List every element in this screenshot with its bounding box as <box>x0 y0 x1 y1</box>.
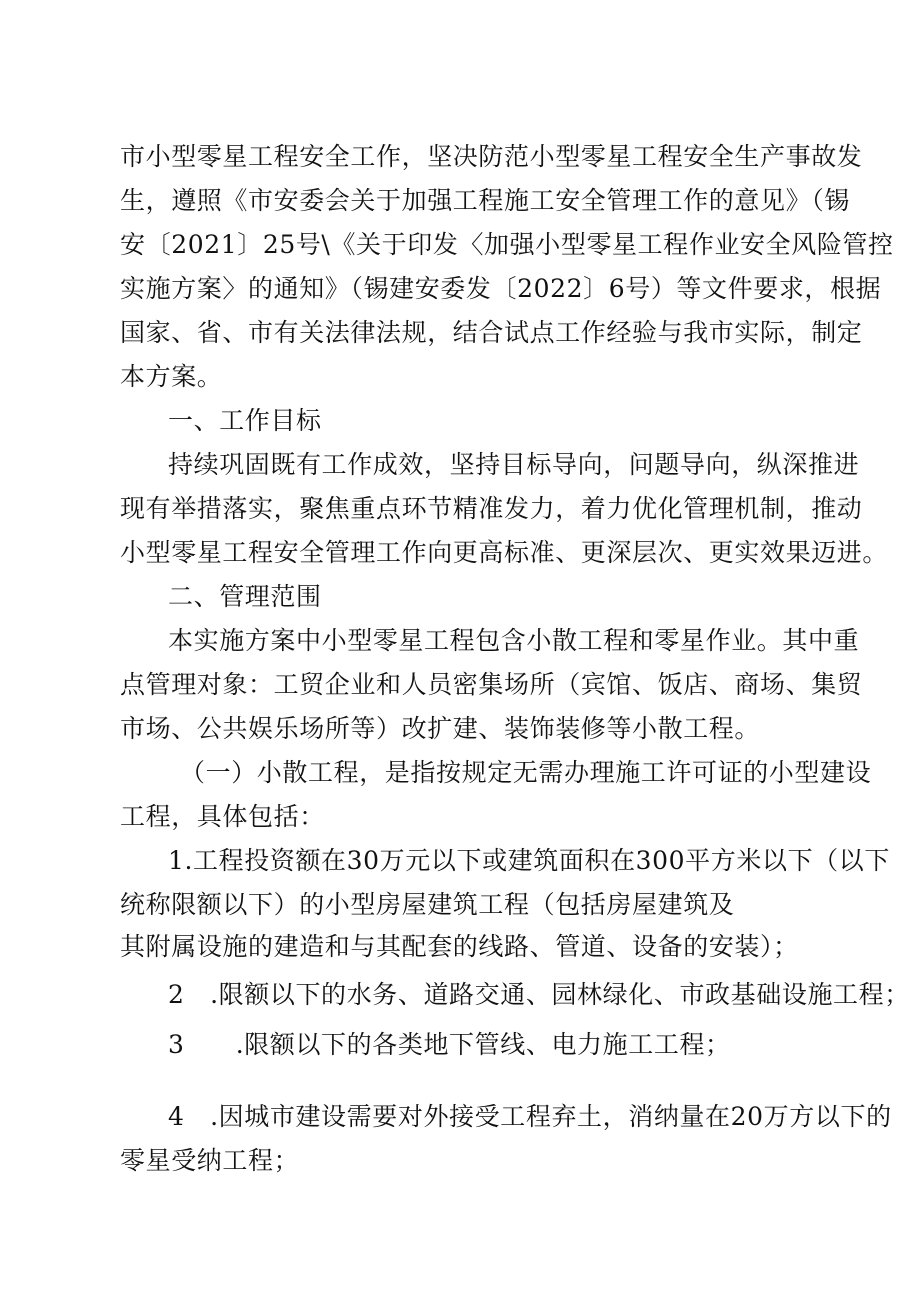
paragraph-line: 工程，具体包括： <box>120 802 325 831</box>
section-heading-scope: 二、管理范围 <box>168 582 322 611</box>
list-item-1: 1.工程投资额在30万元以下或建筑面积在300平方米以下（以下 <box>168 846 890 875</box>
paragraph-line: 市小型零星工程安全工作，坚决防范小型零星工程安全生产事故发 <box>120 142 863 171</box>
paragraph-line: 本方案。 <box>120 362 223 391</box>
paragraph-line: 持续巩固既有工作成效，坚持目标导向，问题导向，纵深推进 <box>168 450 860 479</box>
paragraph-line: 其附属设施的建造和与其配套的线路、管道、设备的安装）； <box>120 932 799 961</box>
paragraph-line: 点管理对象：工贸企业和人员密集场所（宾馆、饭店、商场、集贸 <box>120 670 863 699</box>
paragraph-line: 生，遵照《市安委会关于加强工程施工安全管理工作的意见》（锡 <box>120 186 850 215</box>
list-item-2: 2 .限额以下的水务、道路交通、园林绿化、市政基础设施工程； <box>168 980 910 1009</box>
subsection-heading: （一）小散工程，是指按规定无需办理施工许可证的小型建设 <box>180 758 872 787</box>
paragraph-line: 小型零星工程安全管理工作向更高标准、更深层次、更实效果迈进。 <box>120 538 889 567</box>
paragraph-line: 零星受纳工程； <box>120 1146 300 1175</box>
list-item-3: 3 .限额以下的各类地下管线、电力施工工程； <box>168 1030 731 1059</box>
paragraph-line: 实施方案〉的通知》（锡建安委发〔2022〕6号）等文件要求，根据 <box>120 274 882 303</box>
paragraph-line: 市场、公共娱乐场所等）改扩建、装饰装修等小散工程。 <box>120 714 761 743</box>
paragraph-line: 本实施方案中小型零星工程包含小散工程和零星作业。其中重 <box>168 626 860 655</box>
paragraph-line: 国家、省、市有关法律法规，结合试点工作经验与我市实际，制定 <box>120 318 863 347</box>
list-item-4: 4 .因城市建设需要对外接受工程弃土，消纳量在20万方以下的 <box>168 1102 892 1131</box>
paragraph-line: 统称限额以下）的小型房屋建筑工程（包括房屋建筑及 <box>120 890 735 919</box>
paragraph-line: 安〔2021〕25号\《关于印发〈加强小型零星工程作业安全风险管控 <box>120 230 894 259</box>
paragraph-line: 现有举措落实，聚焦重点环节精准发力，着力优化管理机制，推动 <box>120 494 863 523</box>
section-heading-goals: 一、工作目标 <box>168 406 322 435</box>
